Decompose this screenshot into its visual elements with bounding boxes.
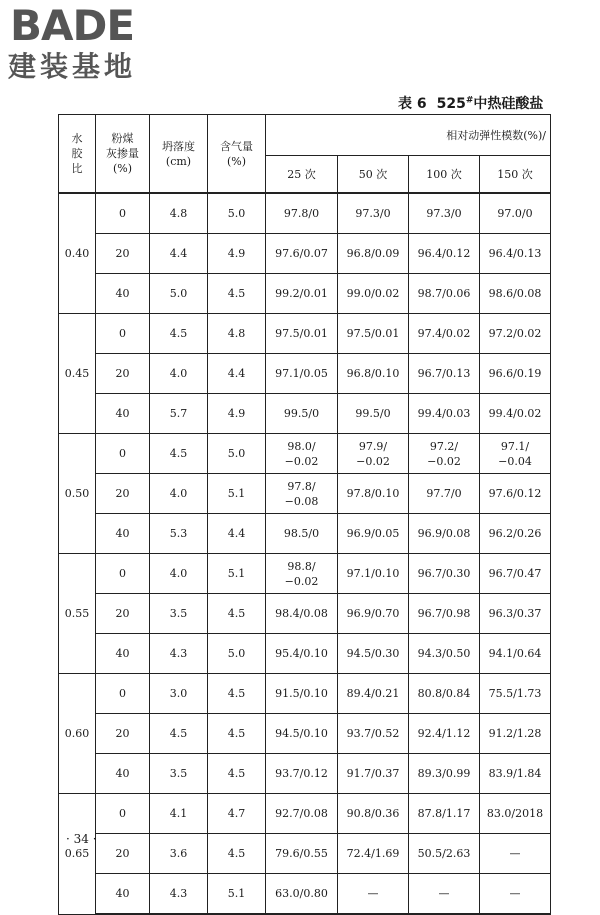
cell-slump: 4.3 bbox=[150, 634, 208, 674]
cell-fly-ash: 40 bbox=[96, 634, 150, 674]
cell-modulus-value: 97.3/0 bbox=[409, 193, 480, 234]
cell-modulus-value: 99.2/0.01 bbox=[266, 274, 338, 314]
cell-modulus-value: 94.5/0.30 bbox=[338, 634, 409, 674]
cell-slump: 4.5 bbox=[150, 434, 208, 474]
table-row bbox=[59, 474, 551, 514]
table-title-text: 中热硅酸盐 bbox=[473, 96, 544, 112]
table-row bbox=[59, 754, 551, 794]
header-cycles-100: 100 次 bbox=[409, 156, 480, 194]
cell-modulus-value: 96.7/0.13 bbox=[409, 354, 480, 394]
cell-fly-ash: 0 bbox=[96, 434, 150, 474]
cell-modulus-value: 96.7/0.30 bbox=[409, 554, 480, 594]
cell-modulus-value: 97.0/0 bbox=[480, 193, 551, 234]
cell-modulus-value: 96.8/0.10 bbox=[338, 354, 409, 394]
cell-modulus-value: 96.8/0.09 bbox=[338, 234, 409, 274]
cell-fly-ash: 40 bbox=[96, 514, 150, 554]
cell-modulus-value: 96.9/0.70 bbox=[338, 594, 409, 634]
page-number: · 34 · bbox=[66, 832, 97, 846]
table-row bbox=[59, 193, 551, 234]
cell-water-binder-ratio: 0.50 bbox=[59, 434, 96, 554]
cell-modulus-value: 99.5/0 bbox=[338, 394, 409, 434]
table-title bbox=[398, 93, 543, 113]
cell-modulus-value: 97.4/0.02 bbox=[409, 314, 480, 354]
cell-modulus-value: 94.1/0.64 bbox=[480, 634, 551, 674]
cell-modulus-value: 97.3/0 bbox=[338, 193, 409, 234]
cell-slump: 3.5 bbox=[150, 754, 208, 794]
table-row bbox=[59, 634, 551, 674]
header-water-binder-ratio: 水 胶 比 bbox=[59, 115, 96, 194]
cell-air-content: 4.5 bbox=[208, 674, 266, 714]
cell-modulus-value: — bbox=[480, 834, 551, 874]
table-row bbox=[59, 554, 551, 594]
cell-air-content: 4.5 bbox=[208, 714, 266, 754]
cell-modulus-value: 99.4/0.02 bbox=[480, 394, 551, 434]
frost-resistance-table bbox=[58, 114, 551, 915]
cell-fly-ash: 20 bbox=[96, 474, 150, 514]
cell-modulus-value: 97.1/ −0.04 bbox=[480, 434, 551, 474]
table-row bbox=[59, 794, 551, 834]
table-row bbox=[59, 674, 551, 714]
cell-fly-ash: 20 bbox=[96, 354, 150, 394]
table-row bbox=[59, 234, 551, 274]
cell-air-content: 5.0 bbox=[208, 434, 266, 474]
cell-modulus-value: 96.2/0.26 bbox=[480, 514, 551, 554]
cell-modulus-value: 97.6/0.07 bbox=[266, 234, 338, 274]
cell-fly-ash: 40 bbox=[96, 874, 150, 915]
cell-modulus-value: 83.0/2018 bbox=[480, 794, 551, 834]
cell-fly-ash: 20 bbox=[96, 714, 150, 754]
cell-fly-ash: 0 bbox=[96, 193, 150, 234]
cell-air-content: 4.5 bbox=[208, 834, 266, 874]
header-cycles-25: 25 次 bbox=[266, 156, 338, 194]
cell-modulus-value: 96.9/0.08 bbox=[409, 514, 480, 554]
cell-modulus-value: 98.0/ −0.02 bbox=[266, 434, 338, 474]
cell-slump: 3.6 bbox=[150, 834, 208, 874]
cell-air-content: 4.5 bbox=[208, 274, 266, 314]
cell-modulus-value: 94.5/0.10 bbox=[266, 714, 338, 754]
cell-fly-ash: 0 bbox=[96, 554, 150, 594]
cell-modulus-value: — bbox=[409, 874, 480, 915]
cell-modulus-value: 97.2/0.02 bbox=[480, 314, 551, 354]
cell-slump: 4.4 bbox=[150, 234, 208, 274]
cell-air-content: 4.9 bbox=[208, 234, 266, 274]
table-row bbox=[59, 394, 551, 434]
cell-modulus-value: 83.9/1.84 bbox=[480, 754, 551, 794]
cell-modulus-value: 97.5/0.01 bbox=[338, 314, 409, 354]
cell-modulus-value: 96.6/0.19 bbox=[480, 354, 551, 394]
cell-air-content: 5.0 bbox=[208, 193, 266, 234]
cell-modulus-value: 50.5/2.63 bbox=[409, 834, 480, 874]
cell-modulus-value: 99.4/0.03 bbox=[409, 394, 480, 434]
cell-slump: 5.0 bbox=[150, 274, 208, 314]
cell-modulus-value: 96.4/0.13 bbox=[480, 234, 551, 274]
cell-modulus-value: 87.8/1.17 bbox=[409, 794, 480, 834]
cell-water-binder-ratio: 0.40 bbox=[59, 193, 96, 314]
table-row bbox=[59, 874, 551, 915]
cell-modulus-value: 98.7/0.06 bbox=[409, 274, 480, 314]
table-row bbox=[59, 274, 551, 314]
cell-air-content: 4.7 bbox=[208, 794, 266, 834]
cell-modulus-value: 96.7/0.98 bbox=[409, 594, 480, 634]
table-row bbox=[59, 354, 551, 394]
cell-air-content: 5.1 bbox=[208, 474, 266, 514]
logo-wordmark: BADE bbox=[10, 1, 135, 50]
cell-water-binder-ratio: 0.45 bbox=[59, 314, 96, 434]
cell-fly-ash: 20 bbox=[96, 594, 150, 634]
cell-water-binder-ratio: 0.60 bbox=[59, 674, 96, 794]
cell-modulus-value: 75.5/1.73 bbox=[480, 674, 551, 714]
header-slump: 坍落度 (cm) bbox=[150, 115, 208, 194]
cell-modulus-value: 97.9/ −0.02 bbox=[338, 434, 409, 474]
cell-slump: 4.5 bbox=[150, 714, 208, 754]
cell-water-binder-ratio: 0.55 bbox=[59, 554, 96, 674]
cell-modulus-value: 89.3/0.99 bbox=[409, 754, 480, 794]
cell-modulus-value: 72.4/1.69 bbox=[338, 834, 409, 874]
cell-slump: 5.3 bbox=[150, 514, 208, 554]
cell-slump: 5.7 bbox=[150, 394, 208, 434]
table-row bbox=[59, 594, 551, 634]
header-relative-modulus: 相对动弹性模数(%)/ bbox=[266, 115, 551, 156]
cell-modulus-value: 96.7/0.47 bbox=[480, 554, 551, 594]
cell-modulus-value: 79.6/0.55 bbox=[266, 834, 338, 874]
table-body bbox=[59, 193, 551, 914]
cell-fly-ash: 40 bbox=[96, 394, 150, 434]
table-row bbox=[59, 514, 551, 554]
cell-modulus-value: — bbox=[480, 874, 551, 915]
cell-modulus-value: 97.1/0.05 bbox=[266, 354, 338, 394]
cell-air-content: 4.5 bbox=[208, 754, 266, 794]
cell-slump: 4.3 bbox=[150, 874, 208, 915]
cell-air-content: 4.5 bbox=[208, 594, 266, 634]
logo-chinese-text: 建装基地 bbox=[8, 50, 137, 83]
cell-modulus-value: 80.8/0.84 bbox=[409, 674, 480, 714]
cell-slump: 3.5 bbox=[150, 594, 208, 634]
cell-modulus-value: 90.8/0.36 bbox=[338, 794, 409, 834]
cell-modulus-value: 98.6/0.08 bbox=[480, 274, 551, 314]
cell-air-content: 4.9 bbox=[208, 394, 266, 434]
cell-slump: 4.1 bbox=[150, 794, 208, 834]
cell-modulus-value: 99.0/0.02 bbox=[338, 274, 409, 314]
cell-modulus-value: 91.5/0.10 bbox=[266, 674, 338, 714]
cell-air-content: 5.1 bbox=[208, 874, 266, 915]
cell-air-content: 5.0 bbox=[208, 634, 266, 674]
cell-fly-ash: 0 bbox=[96, 314, 150, 354]
table-row bbox=[59, 434, 551, 474]
cell-fly-ash: 20 bbox=[96, 834, 150, 874]
cell-modulus-value: 91.2/1.28 bbox=[480, 714, 551, 754]
cell-air-content: 4.4 bbox=[208, 354, 266, 394]
header-fly-ash-content: 粉煤 灰掺量 (%) bbox=[96, 115, 150, 194]
cell-modulus-value: 96.3/0.37 bbox=[480, 594, 551, 634]
cell-fly-ash: 20 bbox=[96, 234, 150, 274]
cell-modulus-value: 98.4/0.08 bbox=[266, 594, 338, 634]
cell-modulus-value: 91.7/0.37 bbox=[338, 754, 409, 794]
brand-logo bbox=[8, 1, 178, 90]
cell-fly-ash: 0 bbox=[96, 674, 150, 714]
header-cycles-150: 150 次 bbox=[480, 156, 551, 194]
cell-modulus-value: 63.0/0.80 bbox=[266, 874, 338, 915]
cell-modulus-value: 94.3/0.50 bbox=[409, 634, 480, 674]
cell-slump: 4.5 bbox=[150, 314, 208, 354]
cell-modulus-value: 93.7/0.52 bbox=[338, 714, 409, 754]
cell-modulus-value: 98.5/0 bbox=[266, 514, 338, 554]
cell-modulus-value: — bbox=[338, 874, 409, 915]
cell-fly-ash: 40 bbox=[96, 274, 150, 314]
cell-modulus-value: 97.8/0 bbox=[266, 193, 338, 234]
cell-modulus-value: 98.8/ −0.02 bbox=[266, 554, 338, 594]
table-row bbox=[59, 314, 551, 354]
cement-grade-mark: # bbox=[465, 95, 474, 106]
cell-modulus-value: 97.7/0 bbox=[409, 474, 480, 514]
cell-modulus-value: 99.5/0 bbox=[266, 394, 338, 434]
cell-modulus-value: 96.9/0.05 bbox=[338, 514, 409, 554]
cell-air-content: 5.1 bbox=[208, 554, 266, 594]
table-number: 表 6 bbox=[398, 96, 427, 112]
cell-modulus-value: 92.7/0.08 bbox=[266, 794, 338, 834]
cell-modulus-value: 97.5/0.01 bbox=[266, 314, 338, 354]
cell-modulus-value: 89.4/0.21 bbox=[338, 674, 409, 714]
header-cycles-50: 50 次 bbox=[338, 156, 409, 194]
table-row bbox=[59, 714, 551, 754]
cell-modulus-value: 95.4/0.10 bbox=[266, 634, 338, 674]
cell-slump: 3.0 bbox=[150, 674, 208, 714]
cell-fly-ash: 0 bbox=[96, 794, 150, 834]
header-air-content: 含气量 (%) bbox=[208, 115, 266, 194]
cell-fly-ash: 40 bbox=[96, 754, 150, 794]
cell-modulus-value: 97.1/0.10 bbox=[338, 554, 409, 594]
cell-slump: 4.8 bbox=[150, 193, 208, 234]
cell-modulus-value: 97.6/0.12 bbox=[480, 474, 551, 514]
cement-grade: 525 bbox=[436, 96, 466, 112]
cell-modulus-value: 97.8/0.10 bbox=[338, 474, 409, 514]
cell-slump: 4.0 bbox=[150, 554, 208, 594]
cell-slump: 4.0 bbox=[150, 354, 208, 394]
cell-air-content: 4.4 bbox=[208, 514, 266, 554]
cell-water-binder-ratio: 0.65 bbox=[59, 794, 96, 915]
cell-modulus-value: 97.8/ −0.08 bbox=[266, 474, 338, 514]
cell-modulus-value: 93.7/0.12 bbox=[266, 754, 338, 794]
cell-modulus-value: 97.2/ −0.02 bbox=[409, 434, 480, 474]
cell-slump: 4.0 bbox=[150, 474, 208, 514]
table-row bbox=[59, 834, 551, 874]
cell-modulus-value: 92.4/1.12 bbox=[409, 714, 480, 754]
cell-modulus-value: 96.4/0.12 bbox=[409, 234, 480, 274]
cell-air-content: 4.8 bbox=[208, 314, 266, 354]
